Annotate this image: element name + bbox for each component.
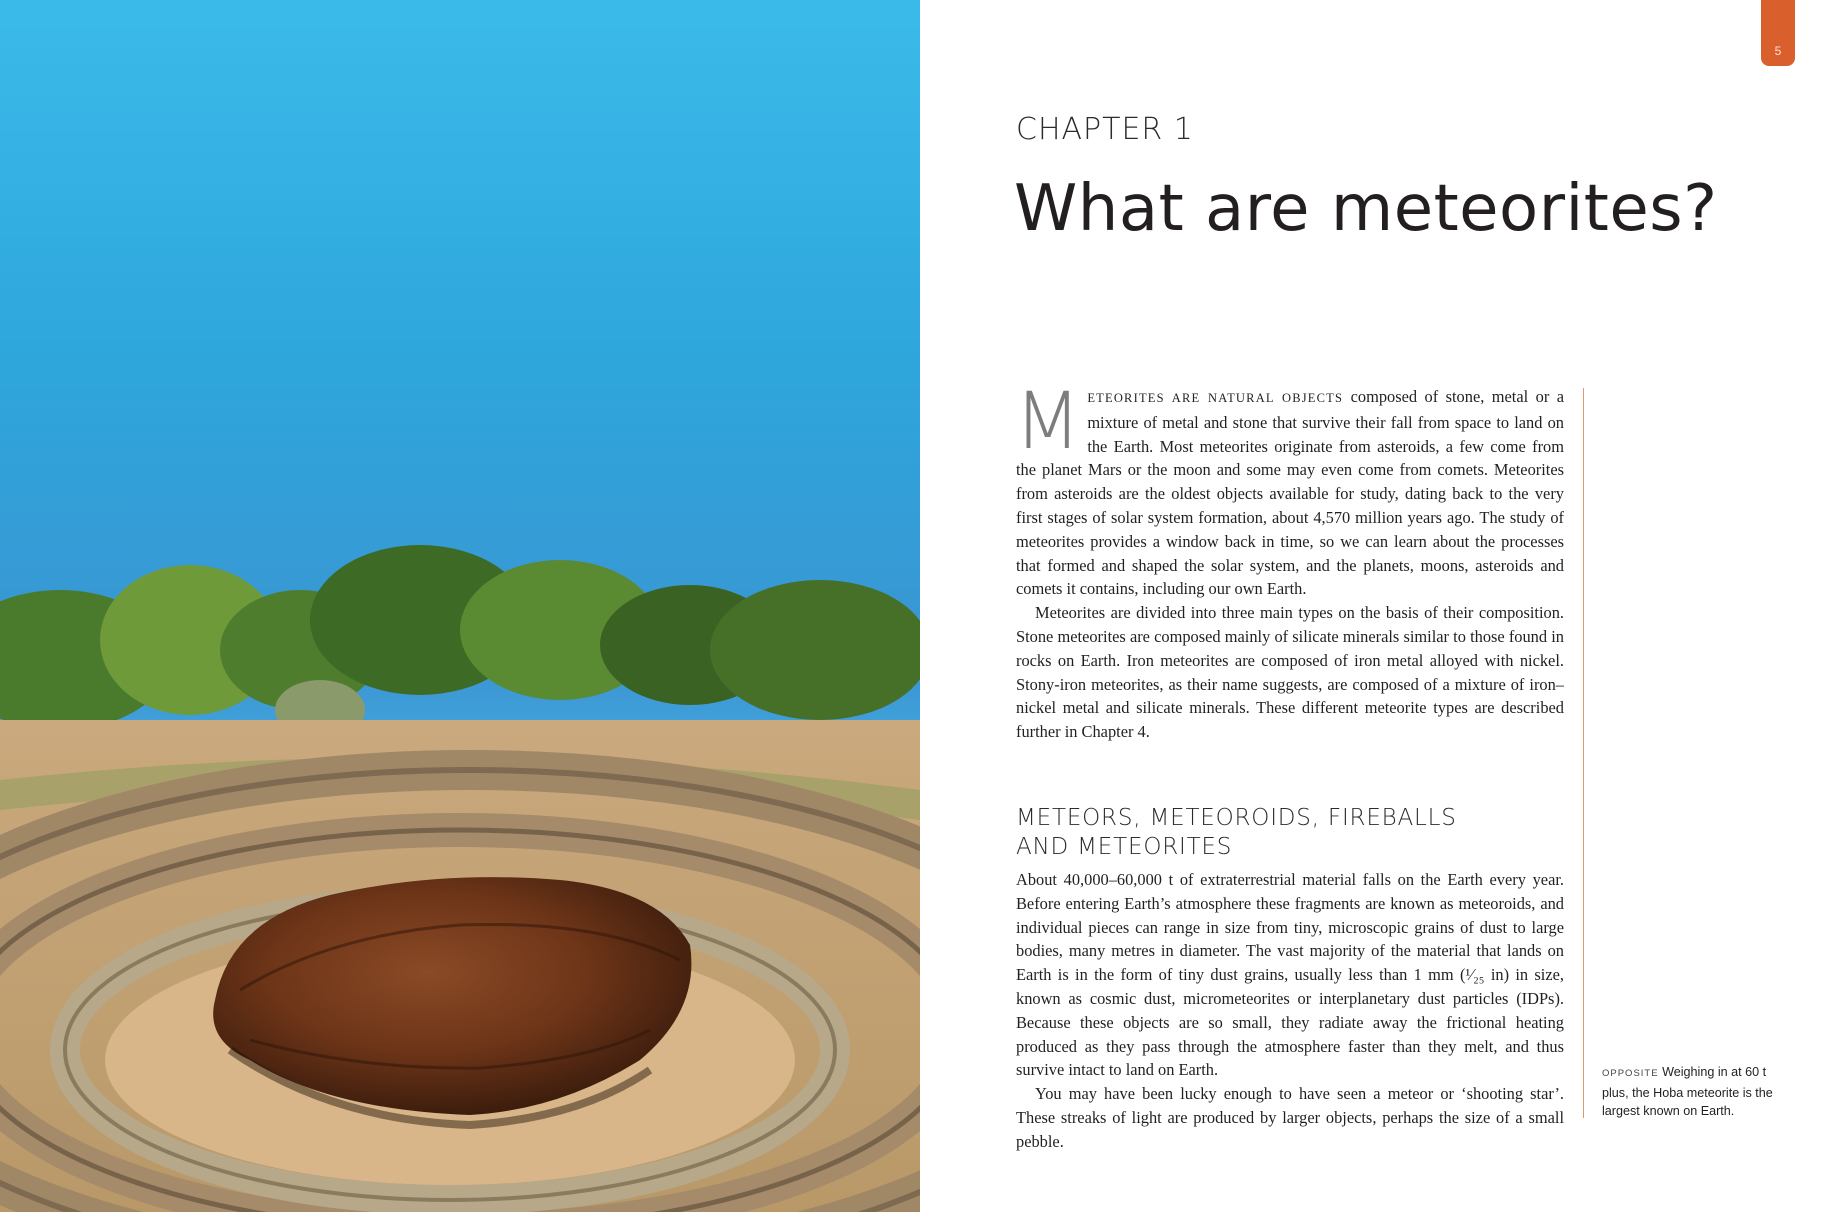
intro-paragraph-1 <box>1014 377 1564 601</box>
drop-cap: M <box>1014 377 1082 467</box>
section-heading-line-2: AND METEORITES <box>1016 833 1233 860</box>
chapter-label: CHAPTER 1 <box>1016 112 1194 147</box>
tree-line <box>0 545 920 740</box>
section-heading-line-1: METEORS, METEOROIDS, FIREBALLS <box>1016 804 1457 831</box>
photo-caption <box>1602 1063 1794 1121</box>
intro-paragraph-1-text: composed of stone, metal or a mixture of metal and stone that survive their fall from space to land on the Earth. Most meteorites originate from asteroids, a few come from the planet Mars or the moon and some may even come from comets. Meteorites from asteroids are the oldest objects available for study, dating back to the very first stages of solar system formation, about 4,570 million years ago. The study of meteorites provides a window back in time, so we can learn about the processes that formed and shaped the solar system, and the planets, moons, asteroids and comets it contains, including our own Earth. <box>1016 387 1564 599</box>
page-number-tab <box>1761 0 1795 66</box>
margin-rule <box>1583 388 1584 1118</box>
body-column <box>1014 377 1564 1154</box>
caption-text: Weighing in at 60 t plus, the Hoba meteorite is the largest known on Earth. <box>1602 1065 1773 1118</box>
section-paragraph-2: You may have been lucky enough to have seen a meteor or ‘shooting star’. These streaks of light are produced by larger objects, perhaps the size of a small pebble. <box>1016 1084 1564 1151</box>
chapter-title: What are meteorites? <box>1014 172 1718 246</box>
section-heading <box>1016 804 1564 862</box>
smallcaps-lead: ETEORITES ARE NATURAL OBJECTS <box>1087 391 1344 405</box>
page-number: 5 <box>1774 44 1782 58</box>
caption-label: OPPOSITE <box>1602 1068 1659 1079</box>
intro-paragraph-2: Meteorites are divided into three main types on the basis of their composition. Stone meteorites are composed mainly of silicate minerals similar to those found in rocks on Earth. Iron meteorites are composed of iron metal alloyed with nickel. Stony-iron meteorites, as their name suggests, are composed of a mixture of iron–nickel metal and silicate minerals. These different meteorite types are described further in Chapter 4. <box>1016 603 1564 742</box>
section-paragraph-1: About 40,000–60,000 t of extraterrestrial material falls on the Earth every year. Before entering Earth’s atmosphere these fragments are known as meteoroids, and individual pieces can range in size from tiny, microscopic grains of dust to large bodies, many metres in diameter. The vast majority of the material that lands on Earth is in the form of tiny dust grains, usually less than 1 mm (¹⁄₂₅ in) in size, known as cosmic dust, micrometeorites or interplanetary dust particles (IDPs). Because these objects are so small, they radiate away the frictional heating produced as they pass through the atmosphere faster than they melt, and thus survive intact to land on Earth. <box>1016 869 1564 1080</box>
